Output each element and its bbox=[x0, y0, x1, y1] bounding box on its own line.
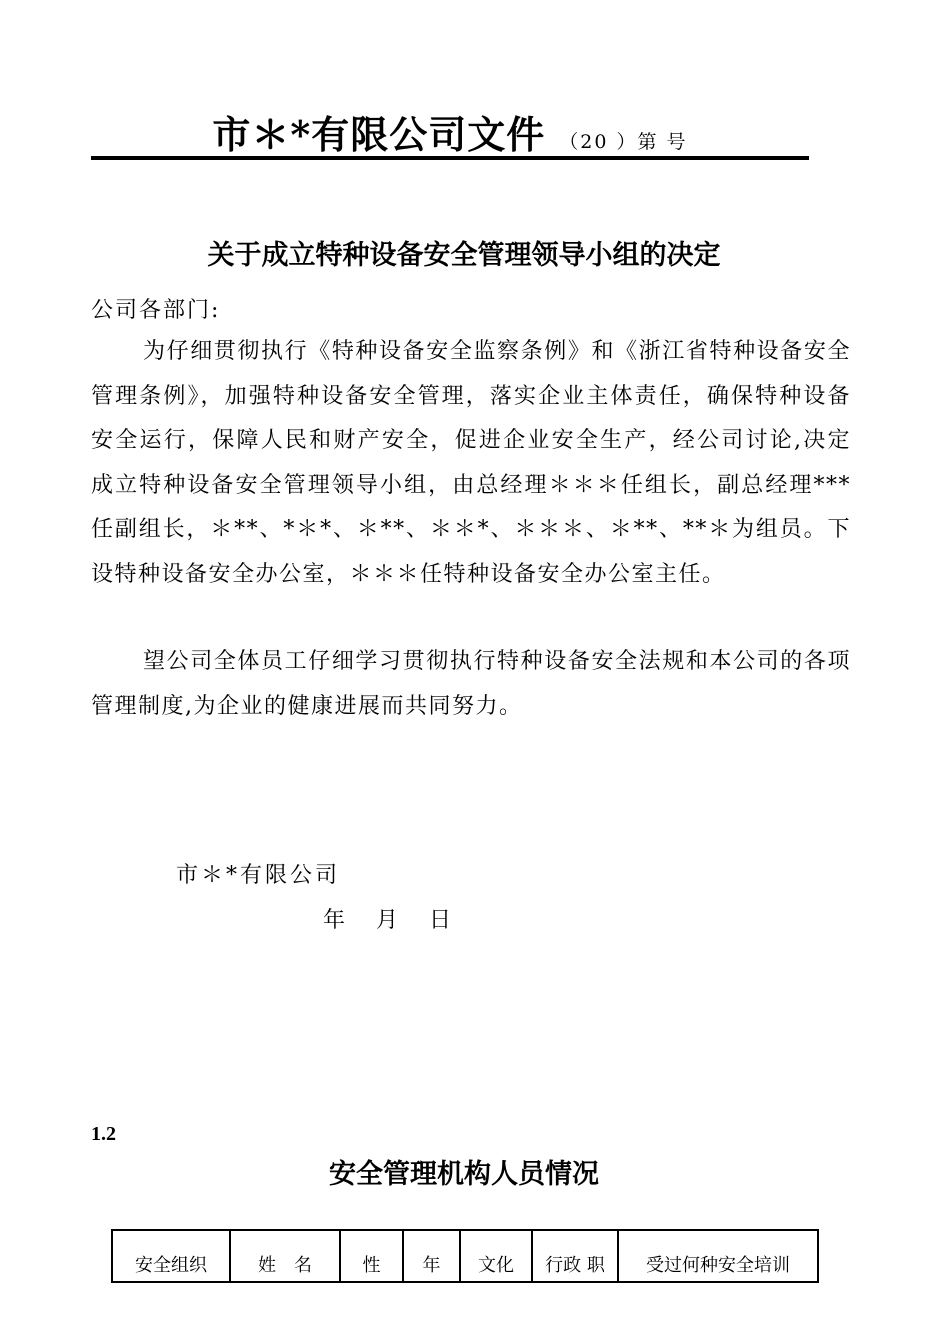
section-number: 1.2 bbox=[91, 1123, 116, 1145]
document-number: （20 ）第 号 bbox=[559, 131, 688, 153]
signature-date: 年 月 日 bbox=[323, 908, 455, 933]
staff-table bbox=[111, 1229, 819, 1283]
document-title: 关于成立特种设备安全管理领导小组的决定 bbox=[207, 240, 721, 271]
table-header-row bbox=[112, 1230, 818, 1282]
column-header: 姓 名 bbox=[230, 1230, 340, 1282]
body-paragraph-1: 为仔细贯彻执行《特种设备安全监察条例》和《浙江省特种设备安全管理条例》，加强特种设备安全管理，落实企业主体责任，确保特种设备安全运行，保障人民和财产安全，促进企业安全生产，经公司讨论,决定成立特种设备安全管理领导小组，由总经理＊＊＊任组长，副总经理***任副组长，＊**、*＊*、＊**、＊＊*、＊＊＊、＊**、**＊为组员。下设特种设备安全办公室，＊＊＊任特种设备安全办公室主任。 bbox=[91, 339, 851, 587]
column-header: 安全组织 bbox=[112, 1230, 230, 1282]
header-title: 市＊*有限公司文件 bbox=[212, 112, 546, 157]
section-title: 安全管理机构人员情况 bbox=[329, 1159, 599, 1190]
column-header: 文化 bbox=[460, 1230, 532, 1282]
document-header bbox=[91, 104, 809, 160]
column-header: 受过何种安全培训 bbox=[618, 1230, 818, 1282]
signature-company: 市＊*有限公司 bbox=[176, 863, 341, 888]
salutation: 公司各部门: bbox=[91, 298, 221, 323]
column-header: 性 bbox=[340, 1230, 403, 1282]
column-header: 年 bbox=[403, 1230, 460, 1282]
body-paragraph-2: 望公司全体员工仔细学习贯彻执行特种设备安全法规和本公司的各项管理制度,为企业的健康进展而共同努力。 bbox=[91, 649, 851, 719]
column-header: 行政 职 bbox=[532, 1230, 618, 1282]
